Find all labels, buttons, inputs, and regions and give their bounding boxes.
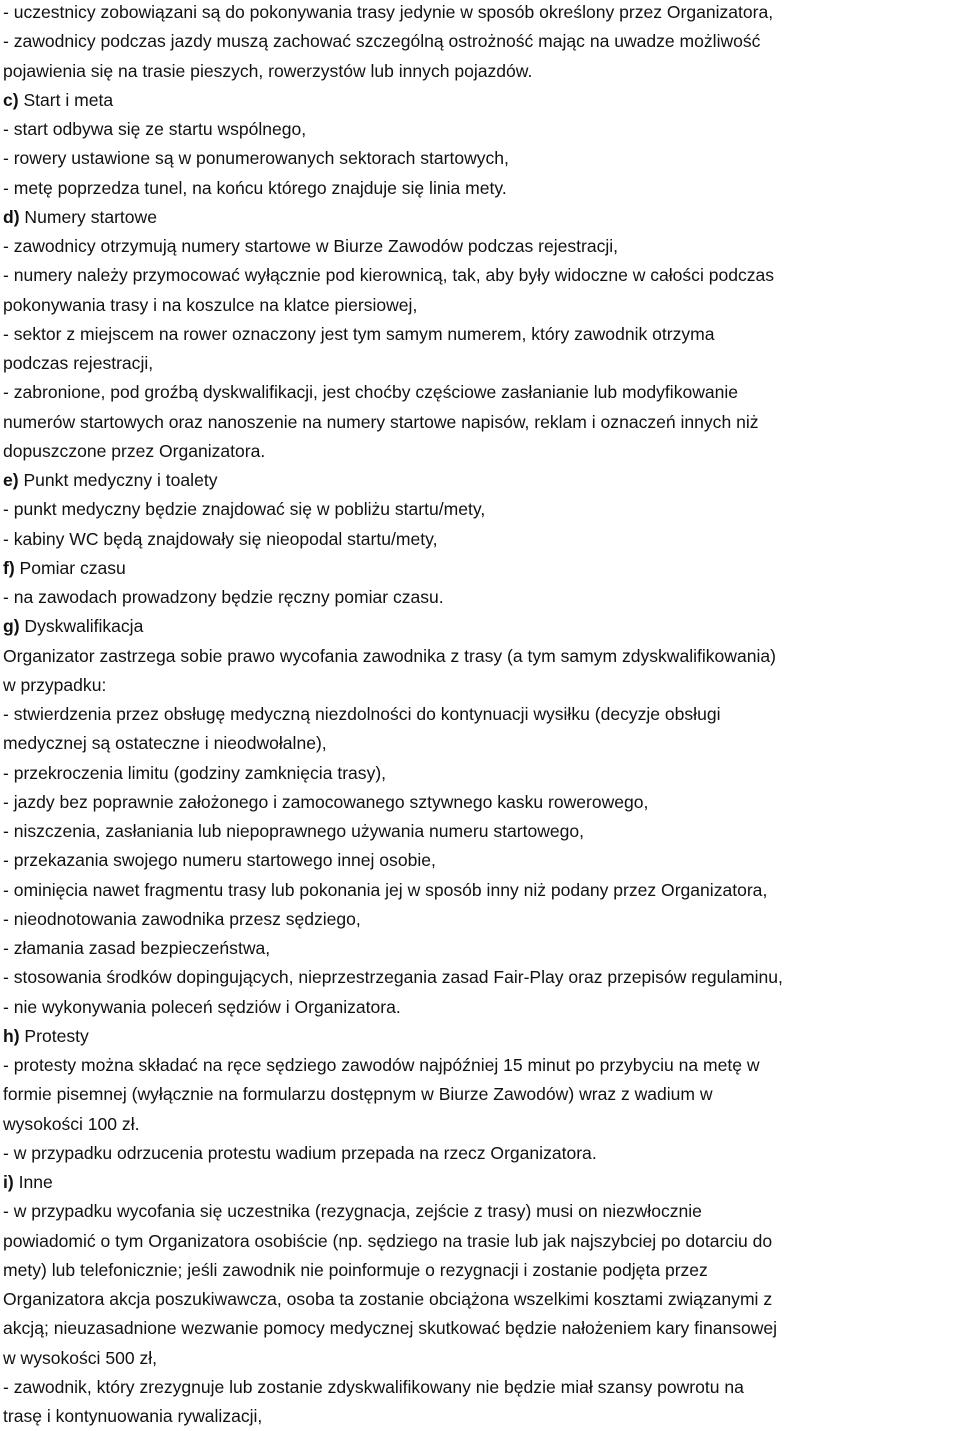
text-line: dopuszczone przez Organizatora. <box>3 440 266 461</box>
text-line: akcją; nieuzasadnione wezwanie pomocy medycznej skutkować będzie nałożeniem kary finansowej <box>3 1318 778 1339</box>
text-line: - metę poprzedza tunel, na końcu którego znajduje się linia mety. <box>3 177 507 198</box>
text-line: trasę i kontynuowania rywalizacji, <box>3 1406 263 1426</box>
section-heading <box>3 466 955 495</box>
section-heading <box>3 86 955 115</box>
text-line: - niszczenia, zasłaniania lub niepoprawnego używania numeru startowego, <box>3 821 585 841</box>
text-line: - nie wykonywania poleceń sędziów i Organizatora. <box>3 996 401 1017</box>
section-title: Numery startowe <box>19 206 157 227</box>
section-heading <box>3 1022 955 1051</box>
text-line: - złamania zasad bezpieczeństwa, <box>3 938 271 958</box>
text-line: - na zawodach prowadzony będzie ręczny pomiar czasu. <box>3 587 444 607</box>
section-letter: d) <box>3 206 20 227</box>
section-heading <box>3 554 955 583</box>
text-line: medycznej są ostateczne i nieodwołalne), <box>3 733 327 754</box>
text-line: - stosowania środków dopingujących, nieprzestrzegania zasad Fair-Play oraz przepisów regulaminu, <box>3 967 783 988</box>
text-line: powiadomić o tym Organizatora osobiście (np. sędziego na trasie lub jak najszybciej po dotarciu do <box>3 1230 773 1251</box>
section-title: Dyskwalifikacja <box>19 616 144 637</box>
text-line: - zawodnicy otrzymują numery startowe w Biurze Zawodów podczas rejestracji, <box>3 236 619 256</box>
text-line: - sektor z miejscem na rower oznaczony jest tym samym numerem, który zawodnik otrzyma <box>3 323 715 344</box>
text-line: pokonywania trasy i na koszulce na klatce piersiowej, <box>3 294 418 315</box>
text-line: - uczestnicy zobowiązani są do pokonywania trasy jedynie w sposób określony przez Organizatora, <box>3 2 774 22</box>
regulations-document <box>3 0 958 1431</box>
text-line: - punkt medyczny będzie znajdować się w pobliżu startu/mety, <box>3 499 486 520</box>
text-line: - kabiny WC będą znajdowały się nieopodal startu/mety, <box>3 528 438 549</box>
section-letter: h) <box>3 1025 20 1046</box>
text-line: - jazdy bez poprawnie założonego i zamocowanego sztywnego kasku rowerowego, <box>3 791 649 812</box>
section-letter: i) <box>3 1172 14 1192</box>
text-line: - w przypadku wycofania się uczestnika (rezygnacja, zejście z trasy) musi on niezwłocznie <box>3 1201 702 1222</box>
section-heading <box>3 203 955 232</box>
text-line: wysokości 100 zł. <box>3 1113 140 1134</box>
text-line: - w przypadku odrzucenia protestu wadium przepada na rzecz Organizatora. <box>3 1142 597 1163</box>
text-line: podczas rejestracji, <box>3 353 154 373</box>
text-line: - zawodnicy podczas jazdy muszą zachować szczególną ostrożność mając na uwadze możliwość <box>3 31 761 52</box>
text-line: Organizator zastrzega sobie prawo wycofania zawodnika z trasy (a tym samym zdyskwalifikowania) <box>3 645 776 666</box>
text-line: - zabronione, pod groźbą dyskwalifikacji, jest choćby częściowe zasłanianie lub modyfikowanie <box>3 382 739 403</box>
section-heading <box>3 1168 955 1197</box>
text-line: w przypadku: <box>3 674 107 695</box>
section-letter: e) <box>3 470 19 490</box>
text-line: - przekazania swojego numeru startowego innej osobie, <box>3 850 436 871</box>
text-line: - zawodnik, który zrezygnuje lub zostanie zdyskwalifikowany nie będzie miał szansy powrotu na <box>3 1376 744 1397</box>
section-letter: f) <box>3 557 15 578</box>
text-line: - przekroczenia limitu (godziny zamknięcia trasy), <box>3 762 387 783</box>
text-line: w wysokości 500 zł, <box>3 1347 158 1368</box>
text-line: Organizatora akcja poszukiwawcza, osoba ta zostanie obciążona wszelkimi kosztami związanymi z <box>3 1289 773 1309</box>
text-line: - numery należy przymocować wyłącznie pod kierownicą, tak, aby były widoczne w całości podczas <box>3 265 775 286</box>
text-line: formie pisemnej (wyłącznie na formularzu dostępnym w Biurze Zawodów) wraz z wadium w <box>3 1084 713 1105</box>
section-letter: c) <box>3 89 19 110</box>
text-line: numerów startowych oraz nanoszenie na numery startowe napisów, reklam i oznaczeń innych niż <box>3 411 759 432</box>
section-title: Inne <box>13 1172 53 1192</box>
text-line: - ominięcia nawet fragmentu trasy lub pokonania jej w sposób inny niż podany przez Organizatora, <box>3 879 768 900</box>
text-line: - protesty można składać na ręce sędziego zawodów najpóźniej 15 minut po przybyciu na metę w <box>3 1055 760 1075</box>
text-line: - nieodnotowania zawodnika przesz sędziego, <box>3 908 361 929</box>
text-line: - rowery ustawione są w ponumerowanych sektorach startowych, <box>3 148 509 169</box>
text-line: - start odbywa się ze startu wspólnego, <box>3 119 307 139</box>
section-heading <box>3 612 955 641</box>
text-line: - stwierdzenia przez obsługę medyczną niezdolności do kontynuacji wysiłku (decyzje obsługi <box>3 704 721 724</box>
section-title: Pomiar czasu <box>14 557 126 578</box>
section-letter: g) <box>3 616 20 637</box>
text-line: mety) lub telefonicznie; jeśli zawodnik nie poinformuje o rezygnacji i zostanie podjęta przez <box>3 1259 708 1280</box>
section-title: Punkt medyczny i toalety <box>18 470 218 490</box>
text-line: pojawienia się na trasie pieszych, rowerzystów lub innych pojazdów. <box>3 60 533 81</box>
section-title: Start i meta <box>18 89 114 110</box>
section-title: Protesty <box>19 1025 89 1046</box>
